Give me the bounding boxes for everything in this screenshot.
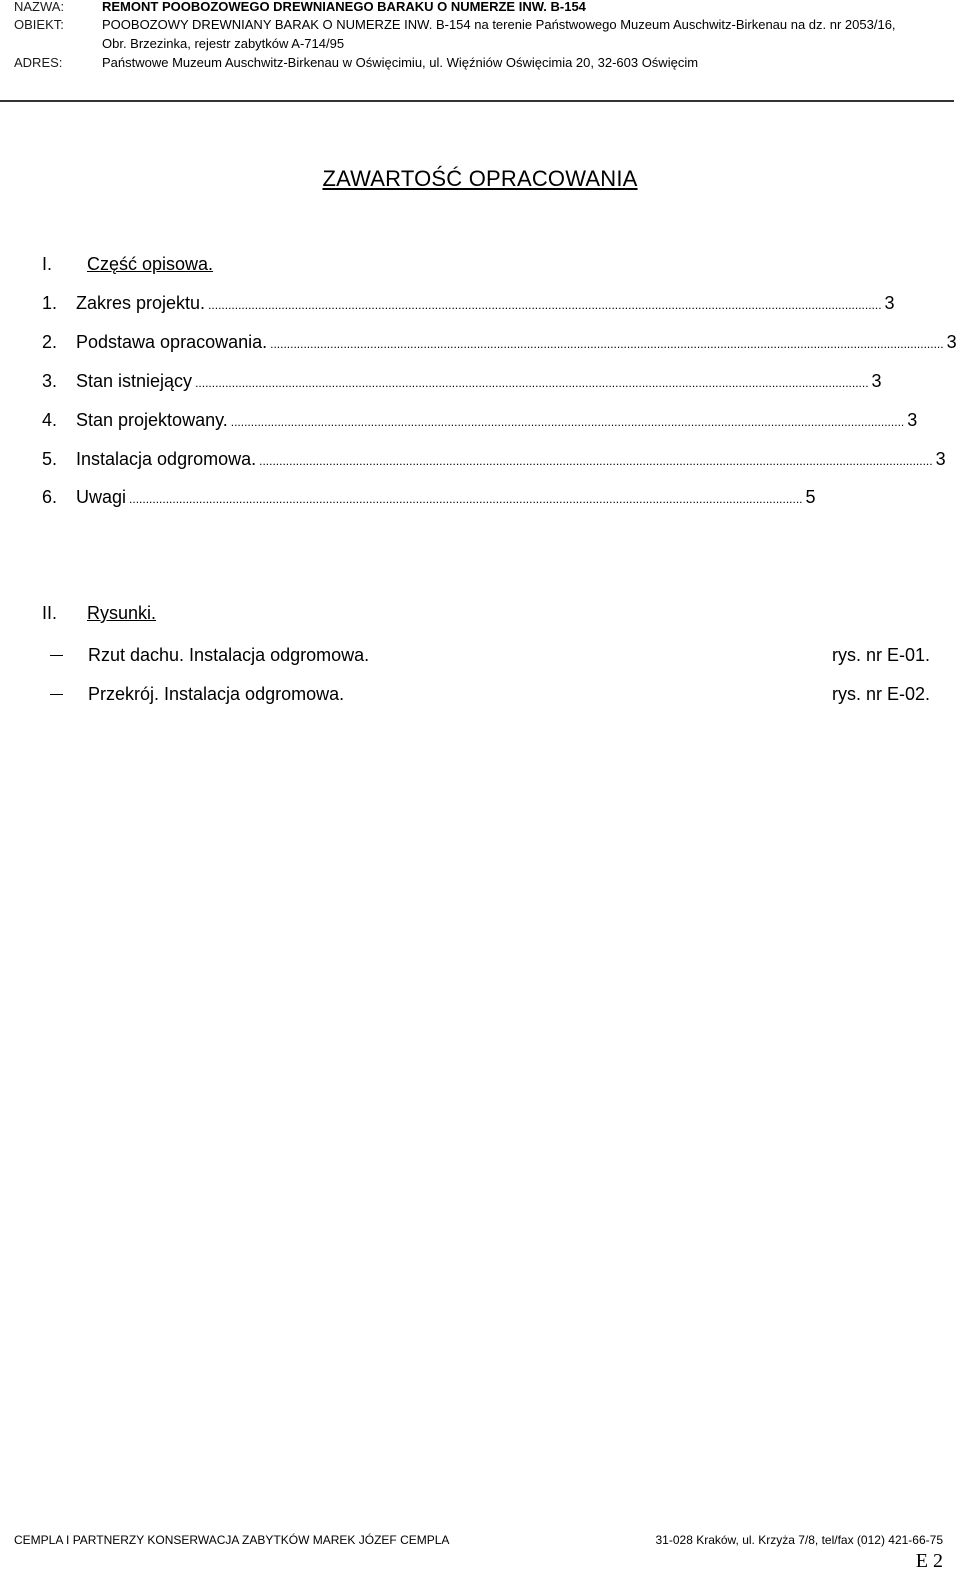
page-number: E 2: [915, 1550, 943, 1572]
toc-leader-dots: ..........................................................................................................................................................................................................: [195, 376, 869, 390]
toc-item-text: Stan projektowany.: [76, 410, 228, 430]
toc-item-text: Uwagi: [76, 487, 127, 507]
section-number: I.: [42, 254, 53, 274]
toc-item-number: 2.: [42, 332, 58, 352]
toc-item-text: Instalacja odgromowa.: [76, 449, 257, 469]
toc-leader-dots: ..........................................................................................................................................................................................................: [230, 415, 905, 429]
toc-leader-dots: ..........................................................................................................................................................................................................: [270, 337, 944, 351]
toc-item-number: 1.: [42, 293, 58, 313]
toc-item-page: 3: [871, 371, 882, 391]
toc-item-number: 5.: [42, 449, 58, 469]
toc-item-number: 4.: [42, 410, 58, 430]
toc-item-page: 3: [935, 449, 946, 469]
toc-leader-dots: ..........................................................................................................................................................................................................: [208, 298, 882, 312]
toc-item-page: 3: [884, 293, 895, 313]
toc-item[interactable]: [42, 369, 882, 393]
drawing-title: Rzut dachu. Instalacja odgromowa.: [88, 645, 370, 665]
toc-leader-dots: ..........................................................................................................................................................................................................: [129, 492, 803, 506]
section-heading-descriptive: [42, 254, 213, 275]
header-divider: [0, 100, 954, 102]
toc-item-text: Zakres projektu.: [76, 293, 206, 313]
toc-item[interactable]: [42, 485, 816, 509]
footer-company: CEMPLA I PARTNERZY KONSERWACJA ZABYTKÓW MAREK JÓZEF CEMPLA: [14, 1533, 450, 1547]
toc-item[interactable]: [42, 330, 957, 354]
footer-address: 31-028 Kraków, ul. Krzyża 7/8, tel/fax (012) 421-66-75: [655, 1533, 943, 1547]
toc-item[interactable]: [42, 291, 895, 315]
toc-item-page: 3: [946, 332, 957, 352]
toc-leader-dots: ..........................................................................................................................................................................................................: [259, 454, 933, 468]
drawing-reference: rys. nr E-02.: [831, 684, 930, 704]
section-number: II.: [42, 603, 58, 623]
section-label: Część opisowa.: [87, 254, 214, 274]
toc-item-page: 5: [805, 487, 816, 507]
adres-value: Państwowe Muzeum Auschwitz-Birkenau w Oświęcimiu, ul. Więźniów Oświęcimia 20, 32-603 Oświęcim: [102, 55, 699, 70]
drawing-title: Przekrój. Instalacja odgromowa.: [88, 684, 345, 704]
obiekt-value-line2: Obr. Brzezinka, rejestr zabytków A-714/95: [102, 36, 345, 51]
section-heading-drawings: [42, 603, 156, 624]
obiekt-label: OBIEKT:: [14, 17, 64, 32]
toc-item-number: 6.: [42, 487, 58, 507]
toc-item[interactable]: [42, 447, 946, 471]
drawing-reference: rys. nr E-01.: [831, 645, 930, 665]
toc-item-text: Podstawa opracowania.: [76, 332, 268, 352]
dash-bullet-icon: [50, 655, 63, 656]
nazwa-value: REMONT POOBOZOWEGO DREWNIANEGO BARAKU O NUMERZE INW. B-154: [102, 0, 586, 14]
page-title: ZAWARTOŚĆ OPRACOWANIA: [322, 166, 638, 191]
toc-item-number: 3.: [42, 371, 58, 391]
obiekt-value-line1: POOBOZOWY DREWNIANY BARAK O NUMERZE INW. B-154 na terenie Państwowego Muzeum Auschwitz-Birkenau na dz. nr 2053/16,: [102, 17, 896, 32]
drawing-list-item[interactable]: [50, 682, 930, 706]
toc-item[interactable]: [42, 408, 918, 432]
section-label: Rysunki.: [87, 603, 157, 623]
nazwa-label: NAZWA:: [14, 0, 65, 14]
toc-item-page: 3: [907, 410, 918, 430]
dash-bullet-icon: [50, 694, 63, 695]
adres-label: ADRES:: [14, 55, 63, 70]
drawing-list-item[interactable]: [50, 643, 930, 667]
toc-item-text: Stan istniejący: [76, 371, 193, 391]
